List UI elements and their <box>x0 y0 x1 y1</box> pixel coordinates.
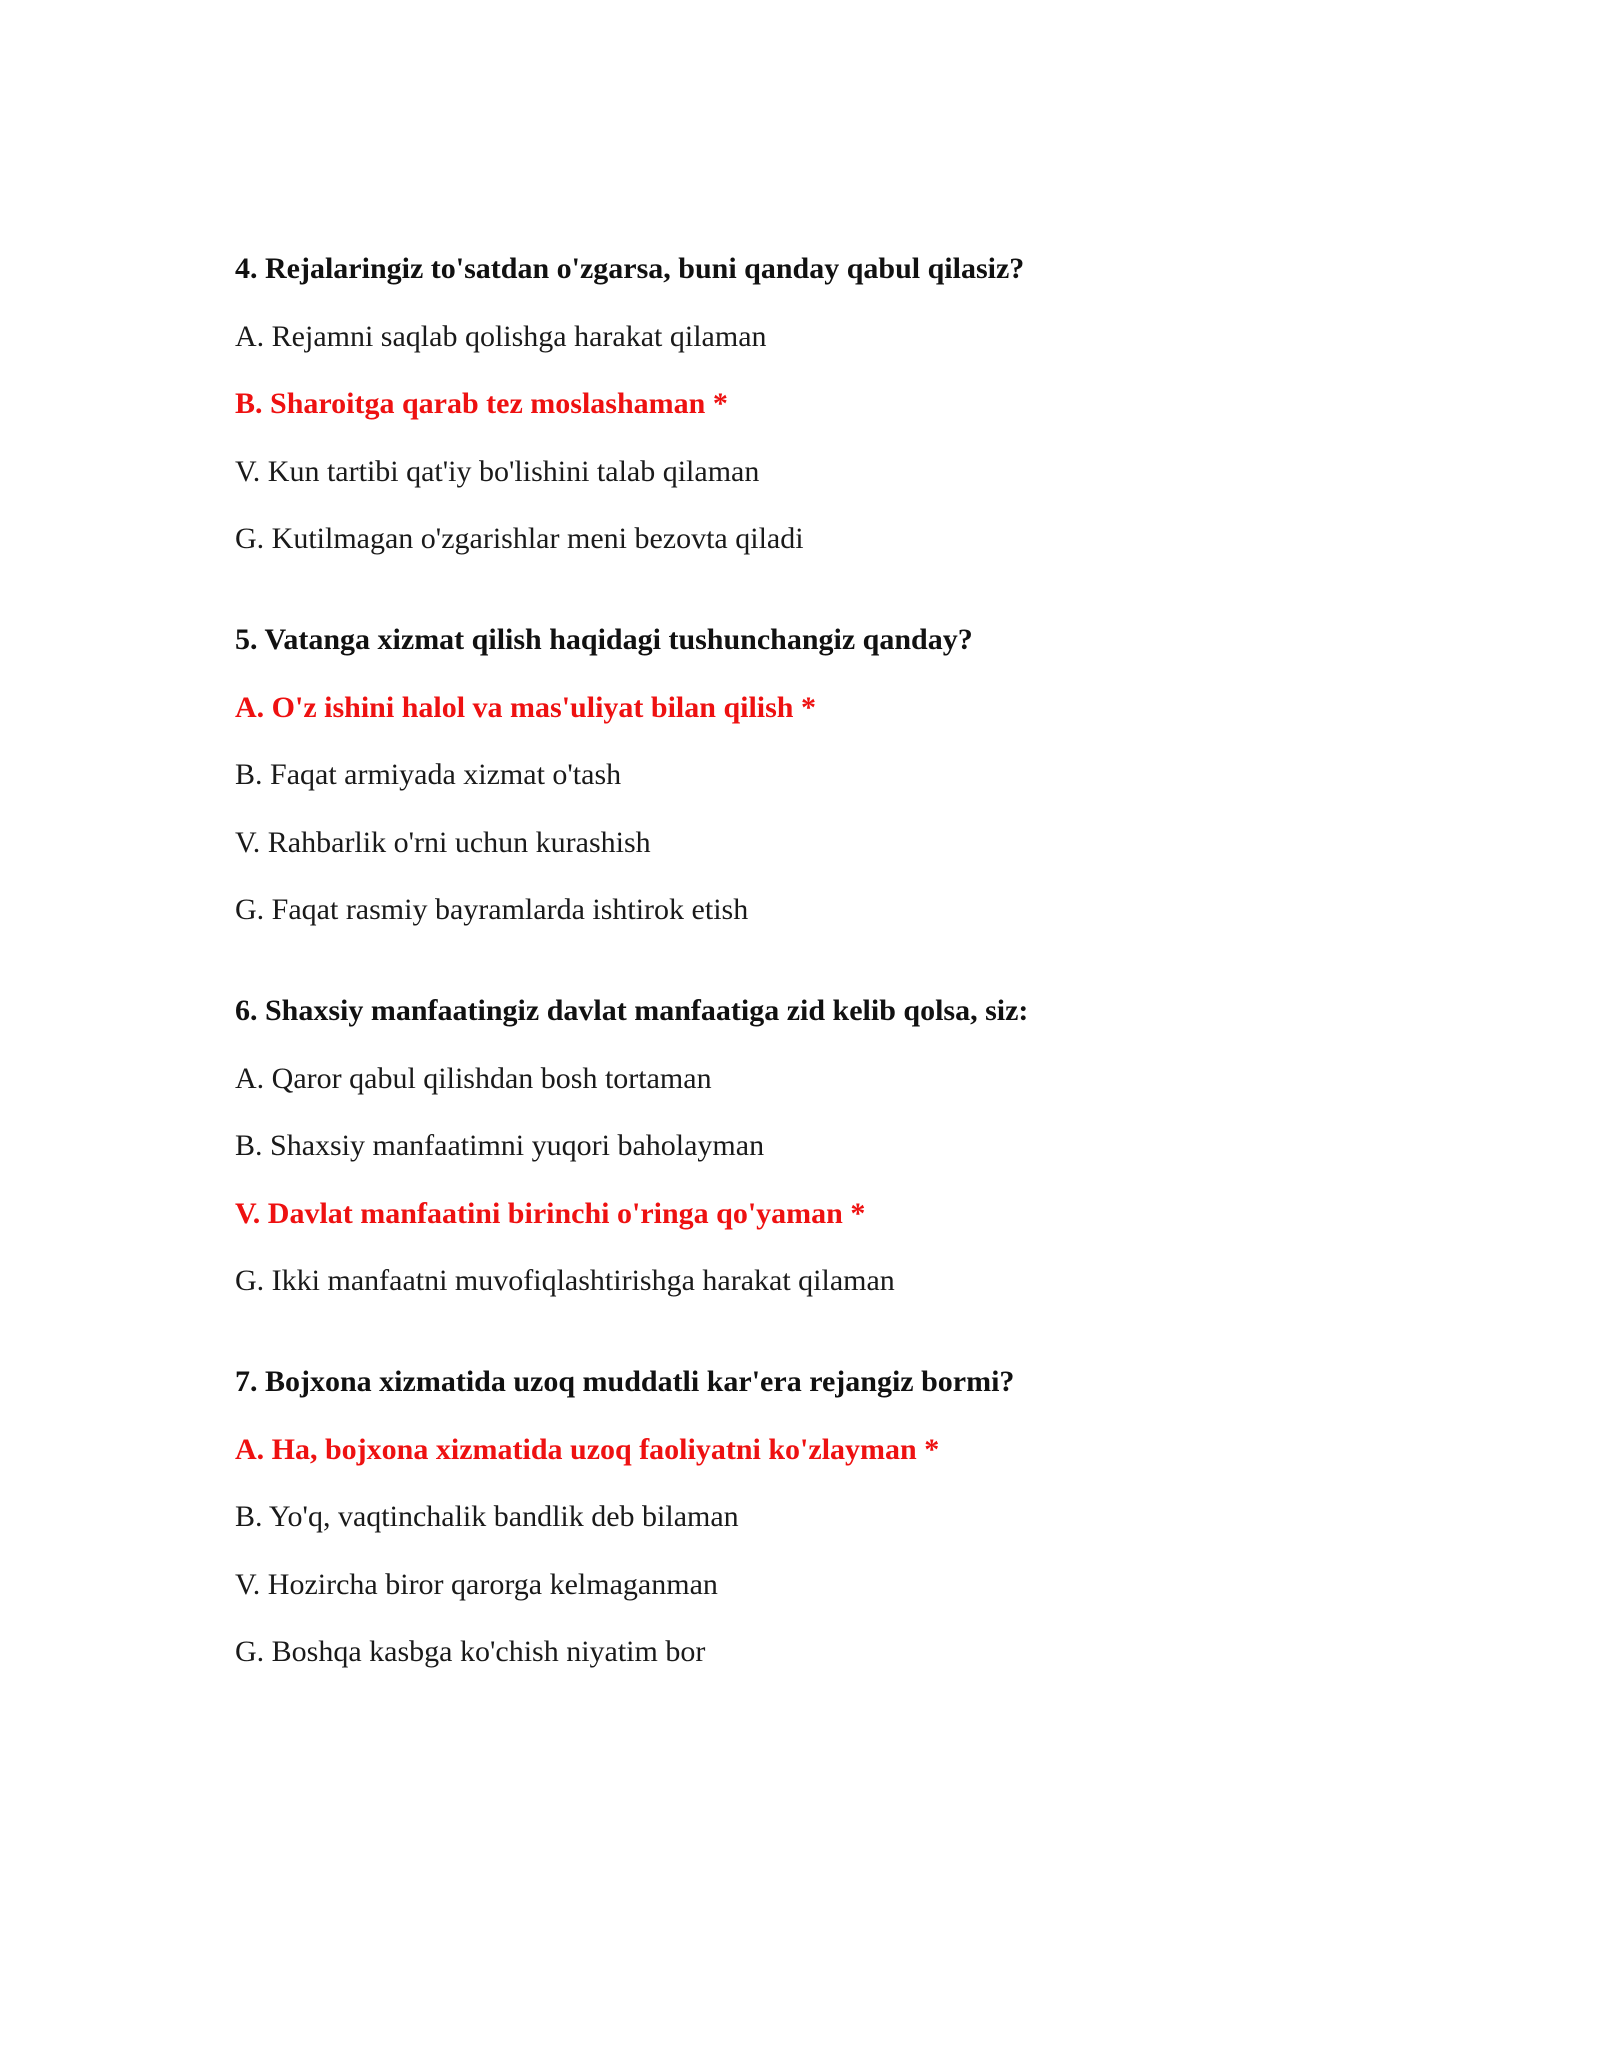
question-block-4 <box>235 252 1435 556</box>
question-list <box>235 252 1435 1736</box>
answer-option: G. Boshqa kasbga ko'chish niyatim bor <box>235 1635 706 1668</box>
answer-option: A. Ha, bojxona xizmatida uzoq faoliyatni ko'zlayman * <box>235 1432 940 1466</box>
answer-option: B. Yo'q, vaqtinchalik bandlik deb bilaman <box>235 1500 739 1533</box>
answer-option: G. Faqat rasmiy bayramlarda ishtirok etish <box>235 893 749 926</box>
question-block-6 <box>235 994 1435 1298</box>
answer-option: V. Rahbarlik o'rni uchun kurashish <box>235 825 651 859</box>
answer-option: V. Davlat manfaatini birinchi o'ringa qo'yaman * <box>235 1196 866 1230</box>
question-title: 6. Shaxsiy manfaatingiz davlat manfaatiga zid kelib qolsa, siz: <box>235 994 1029 1027</box>
question-title: 4. Rejalaringiz to'satdan o'zgarsa, buni qanday qabul qilasiz? <box>235 252 1025 285</box>
answer-option: V. Kun tartibi qat'iy bo'lishini talab qilaman <box>235 454 760 488</box>
answer-option: V. Hozircha biror qarorga kelmaganman <box>235 1567 718 1601</box>
answer-option: A. O'z ishini halol va mas'uliyat bilan qilish * <box>235 690 816 724</box>
answer-option: A. Rejamni saqlab qolishga harakat qilaman <box>235 319 767 353</box>
answer-option: B. Faqat armiyada xizmat o'tash <box>235 758 622 791</box>
question-title: 7. Bojxona xizmatida uzoq muddatli kar'era rejangiz bormi? <box>235 1365 1015 1398</box>
question-block-5 <box>235 623 1435 927</box>
answer-option: B. Shaxsiy manfaatimni yuqori baholayman <box>235 1129 765 1162</box>
answer-option: G. Kutilmagan o'zgarishlar meni bezovta qiladi <box>235 522 804 555</box>
answer-option: B. Sharoitga qarab tez moslashaman * <box>235 387 728 420</box>
answer-option: A. Qaror qabul qilishdan bosh tortaman <box>235 1061 712 1095</box>
question-block-7 <box>235 1365 1435 1669</box>
answer-option: G. Ikki manfaatni muvofiqlashtirishga harakat qilaman <box>235 1264 895 1297</box>
question-title: 5. Vatanga xizmat qilish haqidagi tushunchangiz qanday? <box>235 623 973 656</box>
